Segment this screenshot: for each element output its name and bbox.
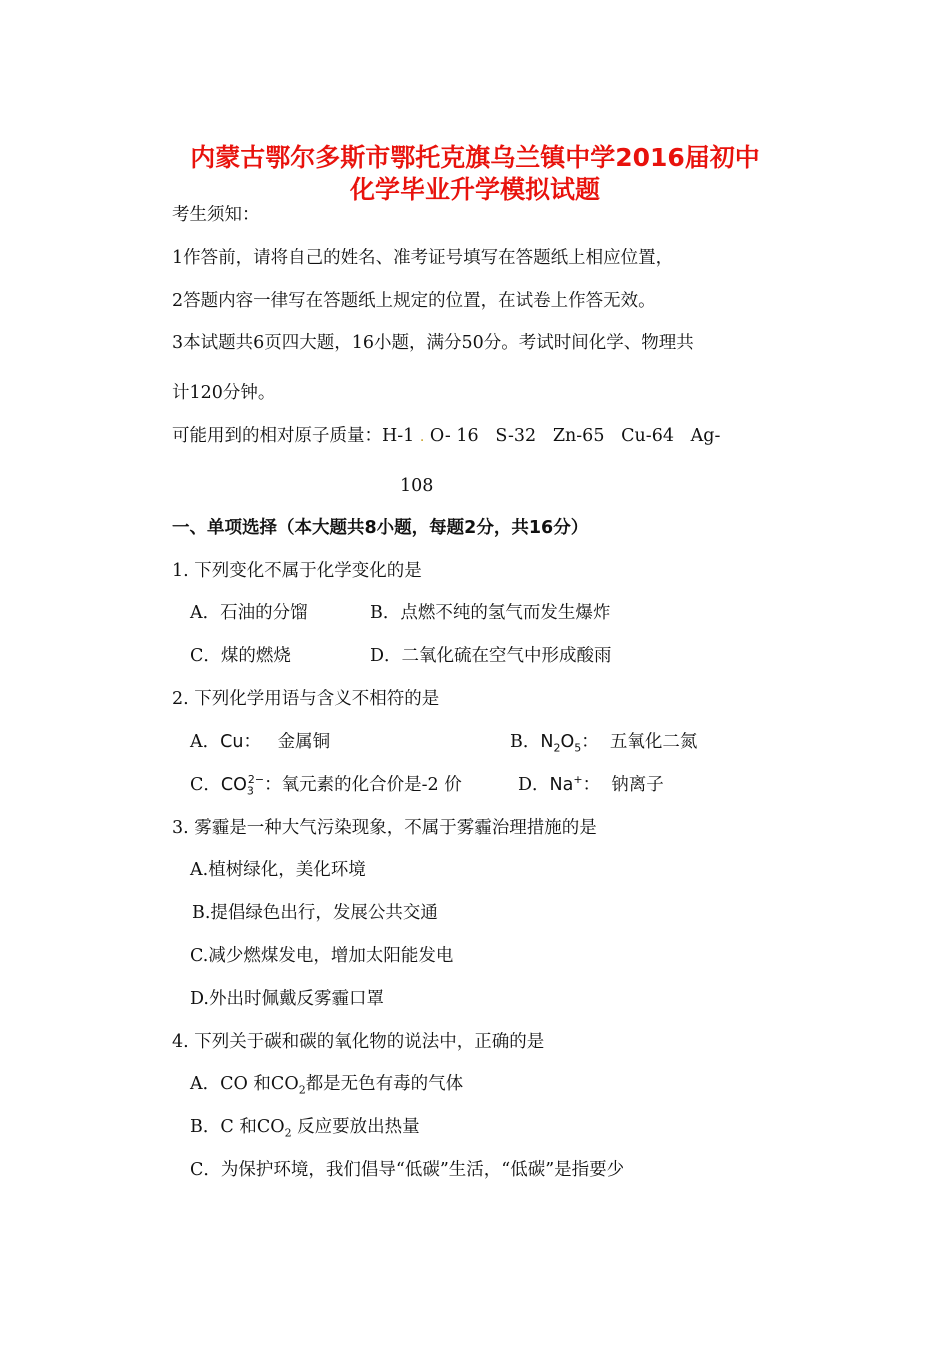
q4-a-post: 都是无色有毒的气体: [305, 1074, 464, 1094]
q3-option-d: D.外出时佩戴反雾霾口罩: [190, 989, 384, 1009]
q2-b-sub1: 2: [553, 741, 561, 755]
q2-b-sub2: 5: [574, 741, 582, 755]
q2-c-sup: 2−: [247, 773, 265, 787]
q3-stem: 3. 雾霾是一种大气污染现象，不属于雾霾治理措施的是: [172, 818, 597, 838]
q4-option-b: [190, 1115, 420, 1139]
q3-option-a: A.植树绿化，美化环境: [190, 860, 366, 880]
q4-b-post: 反应要放出热量: [291, 1117, 420, 1137]
notice-item-3-cont: 计120分钟。: [172, 383, 276, 403]
q2-b-o: O: [560, 732, 575, 752]
section-heading-1: 一、单项选择（本大题共8小题，每题2分，共16分）: [172, 518, 589, 538]
q2-a-label: A．: [190, 732, 221, 752]
q2-d-text: ： 钠离子: [582, 775, 664, 795]
q2-b-text: ： 五氧化二氮: [581, 732, 698, 752]
notice-item-3: 3本试题共6页四大题，16小题，满分50分。考试时间化学、物理共: [172, 333, 694, 353]
q2-c-text: ：氧元素的化合价是-2 价: [264, 775, 462, 795]
atomic-mass-label: 可能用到的相对原子质量：H-1: [172, 426, 415, 446]
q2-option-d: [518, 773, 664, 797]
q4-a-sub: 2: [298, 1083, 306, 1097]
q2-d-formula: Na: [549, 775, 574, 795]
q2-d-label: D．: [518, 775, 550, 795]
q4-option-a: [190, 1072, 463, 1096]
q2-c-formula: CO: [220, 775, 247, 795]
atomic-mass-values: O- 16 S-32 Zn-65 Cu-64 Ag-: [429, 426, 721, 446]
notice-item-1: 1作答前，请将自己的姓名、准考证号填写在答题纸上相应位置，: [172, 248, 674, 268]
title-line-1: 内蒙古鄂尔多斯市鄂托克旗乌兰镇中学2016届初中: [190, 143, 760, 172]
title-line-2: 化学毕业升学模拟试题: [349, 175, 600, 204]
q4-stem: 4. 下列关于碳和碳的氧化物的说法中，正确的是: [172, 1032, 545, 1052]
q1-stem: 1. 下列变化不属于化学变化的是: [172, 561, 422, 581]
q1-option-a: A．石油的分馏: [190, 603, 308, 623]
q2-a-text: ： 金属铜: [243, 732, 331, 752]
q2-b-label: B．: [510, 732, 541, 752]
q2-a-formula: Cu: [220, 732, 244, 752]
q1-option-c: C．煤的燃烧: [190, 646, 291, 666]
q3-option-b: B.提倡绿色出行，发展公共交通: [192, 903, 438, 923]
q2-option-b: [510, 730, 697, 754]
q2-stem: 2. 下列化学用语与含义不相符的是: [172, 689, 440, 709]
q2-d-sup: +: [573, 773, 583, 787]
atomic-mass-separator: .: [419, 429, 425, 445]
q3-option-c: C.减少燃煤发电，增加太阳能发电: [190, 946, 454, 966]
q2-b-n: N: [540, 732, 554, 752]
q2-c-sub: 3: [246, 784, 254, 798]
q4-b-sub: 2: [284, 1126, 292, 1140]
atomic-mass-line: [172, 424, 720, 449]
q1-option-d: D．二氧化硫在空气中形成酸雨: [370, 646, 612, 666]
q4-a-pre: A．CO 和CO: [190, 1074, 299, 1094]
atomic-mass-cont: 108: [400, 476, 434, 496]
notice-item-2: 2答题内容一律写在答题纸上规定的位置，在试卷上作答无效。: [172, 291, 656, 311]
q4-option-c: C．为保护环境，我们倡导“低碳”生活，“低碳”是指要少: [190, 1160, 625, 1180]
q2-c-label: C．: [190, 775, 221, 795]
q2-option-a: [190, 730, 330, 754]
q4-b-pre: B．C 和CO: [190, 1117, 285, 1137]
notice-heading: 考生须知：: [172, 205, 260, 225]
q2-option-c: [190, 773, 462, 797]
q1-option-b: B．点燃不纯的氢气而发生爆炸: [370, 603, 611, 623]
